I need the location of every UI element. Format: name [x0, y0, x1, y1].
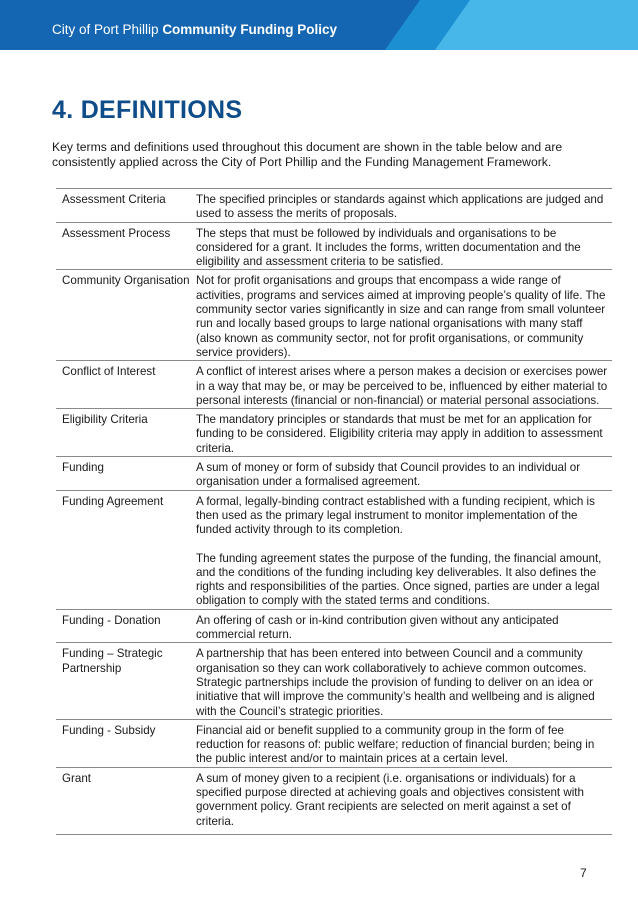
definition-term: Conflict of Interest: [56, 361, 196, 409]
definition-term: Funding Agreement: [56, 490, 196, 609]
definition-paragraph: Financial aid or benefit supplied to a community group in the form of fee reduction for reasons of: public welfare; reduction of financial burden; being in the public interest and/or to maintain prices at a certain level.: [196, 723, 595, 766]
definition-row: [56, 222, 612, 270]
definition-term: Assessment Criteria: [56, 189, 196, 223]
definition-description: [196, 409, 612, 457]
definition-row: [56, 643, 612, 719]
definition-description: [196, 189, 612, 223]
definition-term: Funding: [56, 457, 196, 491]
definition-paragraph: A sum of money given to a recipient (i.e. organisations or individuals) for a specified purpose directed at achieving goals and objectives consistent with government policy. Grant recipients are selected on merit against a set of criteria.: [196, 771, 584, 828]
definition-description: [196, 361, 612, 409]
definitions-table: [56, 188, 612, 835]
definition-term: Community Organisation: [56, 270, 196, 361]
definition-row: [56, 361, 612, 409]
definition-paragraph: The mandatory principles or standards that must be met for an application for funding to be considered. Eligibility criteria may apply in addition to assessment criteria.: [196, 413, 603, 455]
header-banner: [0, 0, 638, 50]
definition-paragraph: The specified principles or standards against which applications are judged and used to assess the merits of proposals.: [196, 193, 604, 221]
document-title-prefix: City of Port Phillip: [52, 22, 159, 37]
definition-description: [196, 719, 612, 767]
definition-row: [56, 189, 612, 223]
section-heading: 4. DEFINITIONS: [52, 96, 243, 124]
document-title: [52, 22, 337, 37]
definition-description: [196, 270, 612, 361]
definition-row: [56, 767, 612, 834]
page-number: 7: [580, 866, 587, 880]
definition-row: [56, 457, 612, 491]
definition-term: Funding - Donation: [56, 609, 196, 643]
definition-paragraph: A partnership that has been entered into between Council and a community organisation so they can work collaboratively to achieve common outcomes. Strategic partnerships include the provision of funding to deliver on an idea or initiative that will improve the community’s health and wellbeing and is aligned with the Council’s strategic priorities.: [196, 647, 595, 718]
definition-description: [196, 222, 612, 270]
definition-description: [196, 490, 612, 609]
definition-paragraph: A sum of money or form of subsidy that Council provides to an individual or organisation under a formalised agreement.: [196, 461, 581, 489]
definition-term: Funding – Strategic Partnership: [56, 643, 196, 719]
definition-paragraph: The funding agreement states the purpose of the funding, the financial amount, and the conditions of the funding including key deliverables. It also defines the rights and responsibilities of the parties. Once signed, parties are under a legal obligation to comply with the stated terms and conditions.: [196, 551, 602, 608]
definition-term: Grant: [56, 767, 196, 834]
definition-paragraph: A formal, legally-binding contract established with a funding recipient, which is then used as the primary legal instrument to monitor implementation of the funded activity through to its completion.: [196, 494, 595, 537]
definition-row: [56, 409, 612, 457]
definition-row: [56, 719, 612, 767]
definition-term: Eligibility Criteria: [56, 409, 196, 457]
definition-description: [196, 457, 612, 491]
definition-paragraph: A conflict of interest arises where a person makes a decision or exercises power in a way that may be, or may be perceived to be, influenced by either material to personal interests (financial or non-financial) or material personal associations.: [196, 365, 608, 407]
definition-row: [56, 270, 612, 361]
document-title-main: Community Funding Policy: [162, 22, 338, 37]
definition-description: [196, 767, 612, 834]
definition-term: Funding - Subsidy: [56, 719, 196, 767]
definition-description: [196, 643, 612, 719]
definition-term: Assessment Process: [56, 222, 196, 270]
banner-stripe-light: [435, 0, 638, 50]
definition-paragraph: An offering of cash or in-kind contribution given without any anticipated commercial return.: [196, 613, 559, 642]
intro-paragraph: Key terms and definitions used throughout this document are shown in the table below and are consistently applied across the City of Port Phillip and the Funding Management Framework.: [52, 140, 563, 169]
definition-description: [196, 609, 612, 643]
definition-row: [56, 609, 612, 643]
definition-paragraph: Not for profit organisations and groups that encompass a wide range of activities, programs and services aimed at improving people’s quality of life. The community sector varies significantly in size and can range from small volunteer run and locally based groups to large national organisations with many staff (also known as community sector, not for profit organisations, or community service providers).: [196, 274, 606, 359]
definition-paragraph: The steps that must be followed by individuals and organisations to be considered for a grant. It includes the forms, written documentation and the eligibility and assessment criteria to be satisfied.: [196, 226, 581, 269]
definition-row: [56, 490, 612, 609]
